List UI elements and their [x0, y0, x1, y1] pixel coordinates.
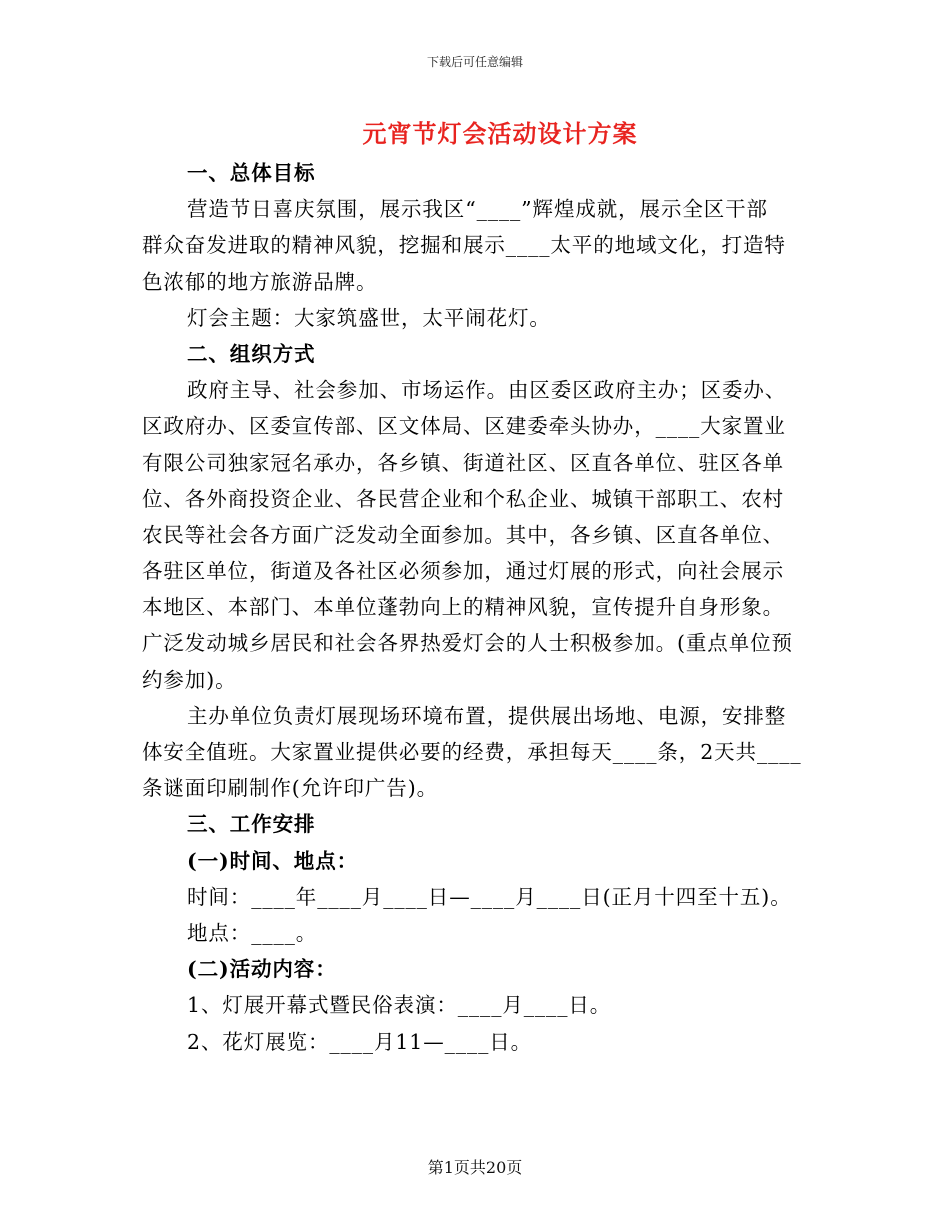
page-header-note: 下载后可任意编辑 — [426, 55, 523, 69]
paragraph-line: 农民等社会各方面广泛发动全面参加。其中，各乡镇、区直各单位、 — [142, 522, 784, 547]
paragraph-line: 区政府办、区委宣传部、区文体局、区建委牵头协办，____大家置业 — [142, 414, 786, 439]
section-heading: (一)时间、地点： — [187, 848, 358, 873]
document-body — [142, 155, 808, 1060]
paragraph-line: 位、各外商投资企业、各民营企业和个私企业、城镇干部职工、农村 — [142, 486, 784, 511]
paragraph-line: 群众奋发进取的精神风貌，挖掘和展示____太平的地域文化，打造特 — [142, 233, 786, 258]
paragraph-line: 约参加)。 — [142, 667, 237, 692]
paragraph-line: 时间：____年____月____日—____月____日(正月十四至十五)。 — [187, 884, 792, 909]
page-number: 第1页共20页 — [427, 1158, 523, 1177]
section-heading: (二)活动内容： — [187, 957, 337, 982]
section-heading: 一、总体目标 — [187, 161, 316, 185]
paragraph-line: 各驻区单位，街道及各社区必须参加，通过灯展的形式，向社会展示 — [142, 559, 784, 584]
paragraph-line: 主办单位负责灯展现场环境布置，提供展出场地、电源，安排整 — [187, 703, 787, 728]
paragraph-line: 广泛发动城乡居民和社会各界热爱灯会的人士积极参加。(重点单位预 — [142, 631, 793, 656]
paragraph-line: 体安全值班。大家置业提供必要的经费，承担每天____条，2天共____ — [142, 740, 802, 764]
paragraph-line: 政府主导、社会参加、市场运作。由区委区政府主办；区委办、 — [187, 378, 787, 403]
section-heading: 三、工作安排 — [187, 812, 316, 837]
document-title: 元宵节灯会活动设计方案 — [362, 119, 638, 148]
paragraph-line: 1、灯展开幕式暨民俗表演：____月____日。 — [187, 993, 612, 1018]
paragraph-line: 灯会主题：大家筑盛世，太平闹花灯。 — [187, 305, 551, 330]
paragraph-line: 营造节日喜庆氛围，展示我区“____”辉煌成就，展示全区干部 — [187, 197, 768, 222]
paragraph-line: 条谜面印刷制作(允许印广告)。 — [142, 776, 438, 801]
paragraph-line: 本地区、本部门、本单位蓬勃向上的精神风貌，宣传提升自身形象。 — [142, 595, 784, 620]
paragraph-line: 地点：____。 — [187, 920, 318, 945]
paragraph-line: 色浓郁的地方旅游品牌。 — [142, 269, 378, 294]
paragraph-line: 有限公司独家冠名承办，各乡镇、街道社区、区直各单位、驻区各单 — [142, 450, 784, 475]
section-heading: 二、组织方式 — [187, 341, 316, 366]
paragraph-line: 2、花灯展览：____月11—____日。 — [187, 1029, 533, 1054]
